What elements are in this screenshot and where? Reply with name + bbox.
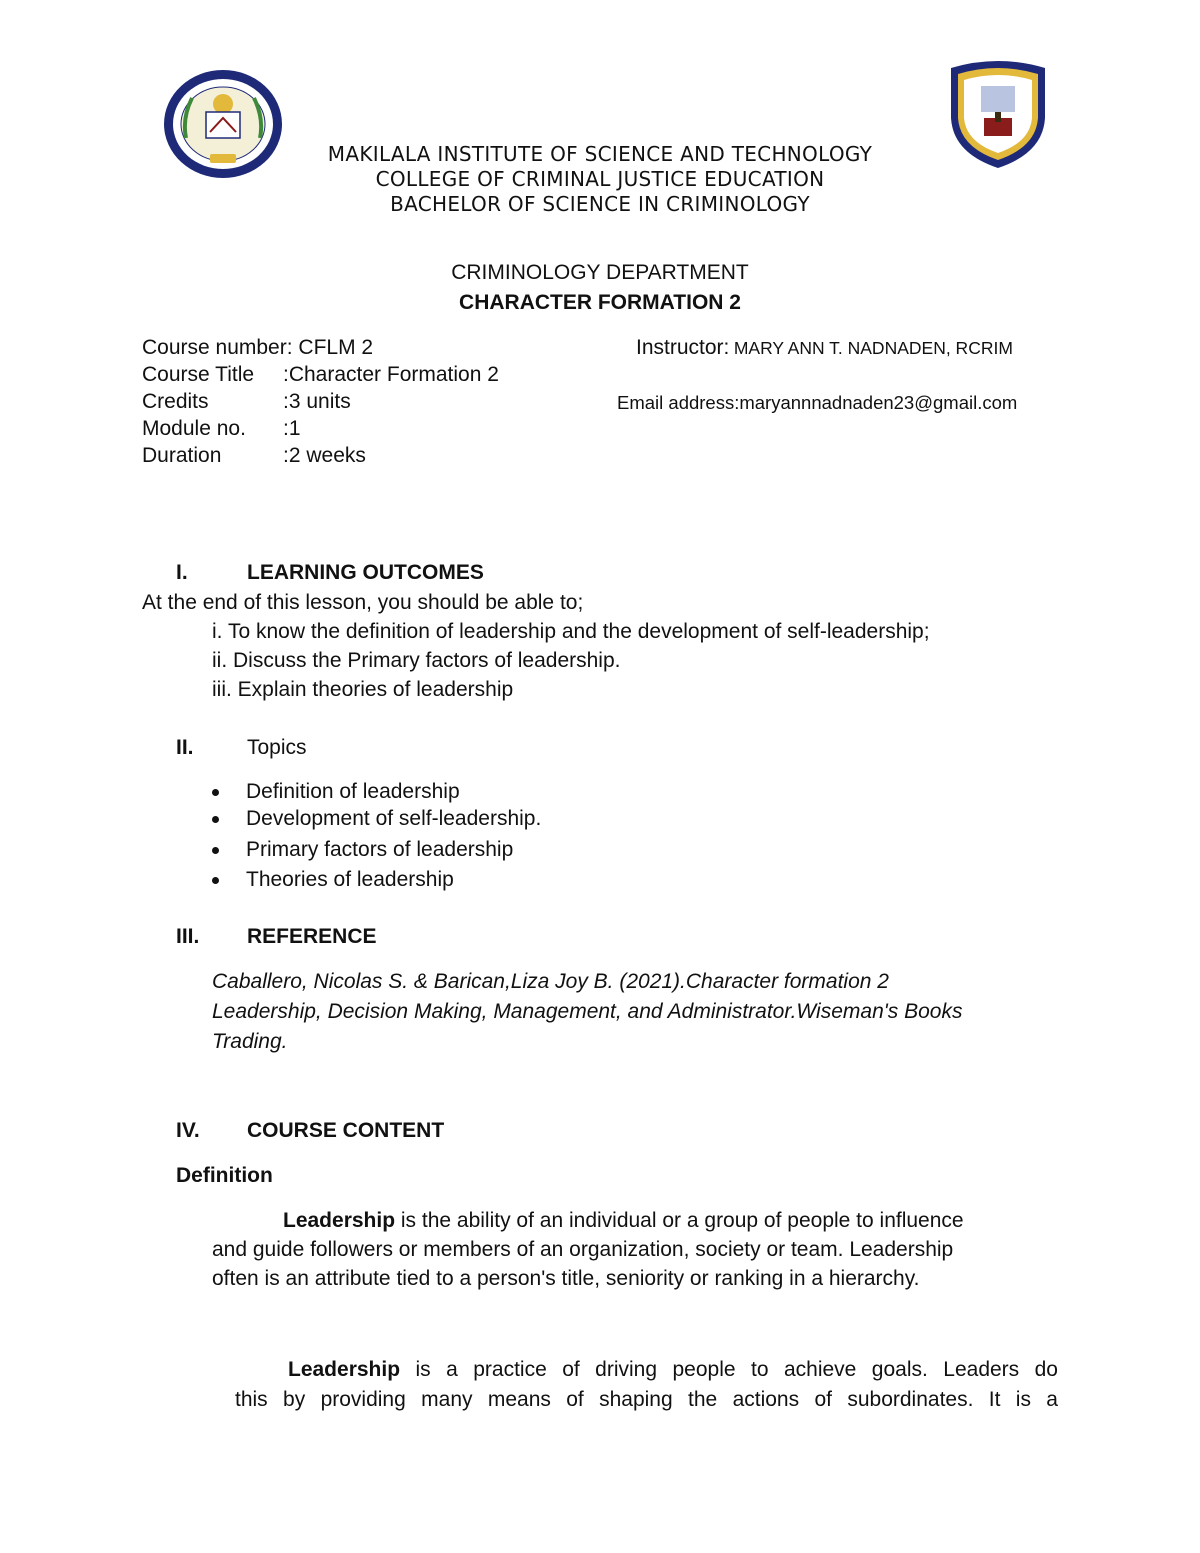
- topic-item: Development of self-leadership.: [246, 807, 542, 830]
- topic-item: Primary factors of leadership: [246, 838, 514, 861]
- credits-value: :3 units: [283, 390, 351, 413]
- module-value: :1: [283, 417, 301, 440]
- course-title-value: :Character Formation 2: [283, 363, 499, 386]
- program-name: BACHELOR OF SCIENCE IN CRIMINOLOGY: [390, 192, 810, 216]
- definition-paragraph-2-line: Leadership is a practice of driving people to achieve goals. Leaders do: [288, 1358, 1058, 1381]
- outcome-item: iii. Explain theories of leadership: [212, 678, 514, 701]
- course-heading: CHARACTER FORMATION 2: [459, 291, 741, 314]
- section-number-2: II.: [176, 736, 194, 759]
- duration-value: :2 weeks: [283, 444, 366, 467]
- term-leadership: Leadership: [288, 1358, 401, 1381]
- instructor-name: MARY ANN T. NADNADEN, RCRIM: [733, 338, 1013, 358]
- reference-line: Caballero, Nicolas S. & Barican,Liza Joy B. (2021).Character formation 2: [212, 970, 889, 993]
- course-title-label: Course Title: [142, 363, 255, 386]
- bullet-icon: [212, 816, 219, 823]
- instructor-line: [636, 336, 1013, 360]
- module-label: Module no.: [142, 417, 246, 440]
- definition-paragraph-1-line: often is an attribute tied to a person's title, seniority or ranking in a hierarchy.: [212, 1267, 920, 1290]
- definition-paragraph-2-line: this by providing many means of shaping the actions of subordinates. It is a: [235, 1388, 1058, 1411]
- course-number: Course number: CFLM 2: [142, 336, 374, 359]
- outcome-item: ii. Discuss the Primary factors of leadership.: [212, 649, 621, 672]
- instructor-email: Email address:maryannnadnaden23@gmail.com: [617, 392, 1018, 413]
- department-title: CRIMINOLOGY DEPARTMENT: [451, 261, 749, 284]
- subheading-definition: Definition: [176, 1164, 273, 1187]
- definition-paragraph-1-line: and guide followers or members of an organization, society or team. Leadership: [212, 1238, 954, 1261]
- section-title-topics: Topics: [247, 736, 307, 759]
- definition-paragraph-1-line: Leadership is the ability of an individual or a group of people to influence: [283, 1209, 964, 1232]
- section-title-course-content: COURSE CONTENT: [247, 1119, 445, 1142]
- section-title-learning-outcomes: LEARNING OUTCOMES: [247, 561, 484, 584]
- college-name: COLLEGE OF CRIMINAL JUSTICE EDUCATION: [375, 167, 825, 191]
- institution-name: MAKILALA INSTITUTE OF SCIENCE AND TECHNOLOGY: [327, 142, 873, 166]
- reference-line: Leadership, Decision Making, Management, and Administrator.Wiseman's Books: [212, 1000, 963, 1023]
- topic-item: Definition of leadership: [246, 780, 460, 803]
- section-number-3: III.: [176, 925, 200, 948]
- outcomes-intro: At the end of this lesson, you should be able to;: [142, 591, 584, 614]
- duration-label: Duration: [142, 444, 222, 467]
- outcome-item: i. To know the definition of leadership and the development of self-leadership;: [212, 620, 930, 643]
- term-leadership: Leadership: [283, 1209, 396, 1232]
- instructor-label: Instructor:: [636, 336, 730, 359]
- bullet-icon: [212, 847, 219, 854]
- section-number-4: IV.: [176, 1119, 200, 1142]
- credits-label: Credits: [142, 390, 209, 413]
- section-number-1: I.: [176, 561, 188, 584]
- topic-item: Theories of leadership: [246, 868, 454, 891]
- bullet-icon: [212, 789, 219, 796]
- reference-line: Trading.: [212, 1030, 288, 1053]
- section-title-reference: REFERENCE: [247, 925, 377, 948]
- bullet-icon: [212, 877, 219, 884]
